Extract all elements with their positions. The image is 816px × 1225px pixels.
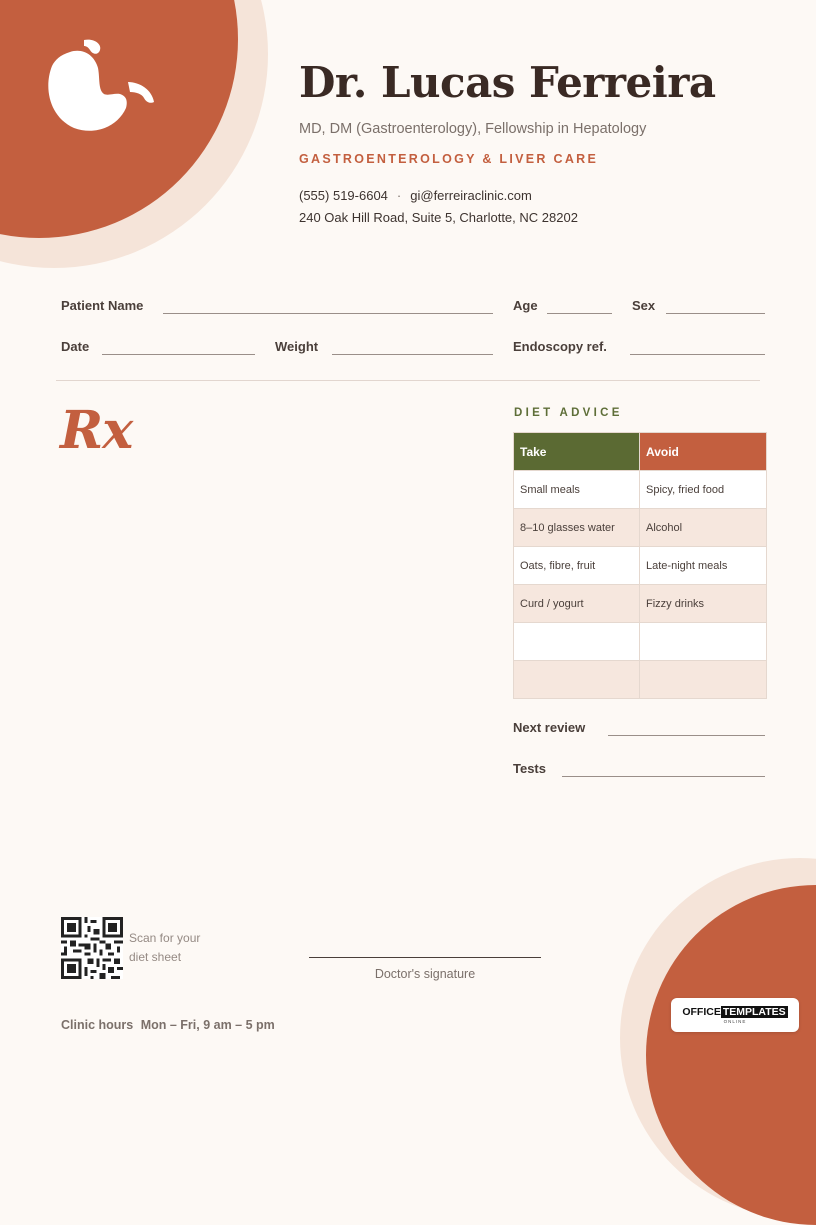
phone: (555) 519-6604 [299,188,388,203]
clinic-hours-value: Mon – Fri, 9 am – 5 pm [140,1018,275,1032]
doctor-credentials: MD, DM (Gastroenterology), Fellowship in Hepatology [299,121,647,137]
specialty: GASTROENTEROLOGY & LIVER CARE [299,152,599,166]
next-review-label: Next review [513,720,586,735]
qr-code-icon[interactable] [61,917,123,979]
brand-badge-text [671,1006,799,1018]
take-cell: Small meals [514,471,640,509]
tests-label: Tests [513,761,546,776]
table-row [514,623,767,661]
stomach-icon [36,38,158,133]
contact-separator: · [396,188,402,203]
brand-part-1: OFFICE [682,1006,721,1018]
diet-advice-title: DIET ADVICE [514,407,623,419]
doctor-name: Dr. Lucas Ferreira [299,58,716,107]
section-divider [56,380,760,381]
table-row [514,661,767,699]
take-cell: 8–10 glasses water [514,509,640,547]
table-row [514,585,767,623]
weight-line[interactable] [332,354,493,355]
brand-badge[interactable] [671,998,799,1032]
patient-name-label: Patient Name [61,298,144,313]
avoid-cell: Spicy, fried food [640,471,767,509]
weight-label: Weight [275,339,319,354]
date-label: Date [61,339,90,354]
signature-line[interactable] [309,957,541,958]
qr-caption-line-2: diet sheet [129,950,182,964]
avoid-cell[interactable] [640,623,767,661]
avoid-cell: Late-night meals [640,547,767,585]
rx-symbol: Rx [60,400,133,461]
address: 240 Oak Hill Road, Suite 5, Charlotte, NC 28202 [299,210,578,225]
take-header: Take [514,433,640,471]
brand-part-2: TEMPLATES [722,1006,786,1018]
clinic-hours [61,1018,275,1032]
date-line[interactable] [102,354,255,355]
avoid-cell: Fizzy drinks [640,585,767,623]
age-label: Age [513,298,538,313]
next-review-line[interactable] [608,735,765,736]
table-row [514,509,767,547]
take-cell[interactable] [514,623,640,661]
take-cell: Curd / yogurt [514,585,640,623]
sex-label: Sex [632,298,656,313]
signature-label: Doctor's signature [374,967,476,981]
avoid-header: Avoid [640,433,767,471]
email: gi@ferreiraclinic.com [410,188,532,203]
sex-line[interactable] [666,313,765,314]
avoid-cell[interactable] [640,661,767,699]
clinic-hours-label: Clinic hours [61,1018,134,1032]
contact-line [299,188,532,203]
table-row [514,547,767,585]
brand-badge-sub: ONLINE [723,1019,747,1024]
take-cell: Oats, fibre, fruit [514,547,640,585]
endoscopy-line[interactable] [630,354,765,355]
qr-caption [129,929,200,967]
age-line[interactable] [547,313,612,314]
patient-name-line[interactable] [163,313,493,314]
qr-caption-line-1: Scan for your [129,931,201,945]
tests-line[interactable] [562,776,765,777]
table-row [514,471,767,509]
avoid-cell: Alcohol [640,509,767,547]
diet-header-row [514,433,767,471]
take-cell[interactable] [514,661,640,699]
diet-advice-table [513,432,767,699]
endoscopy-label: Endoscopy ref. [513,339,607,354]
